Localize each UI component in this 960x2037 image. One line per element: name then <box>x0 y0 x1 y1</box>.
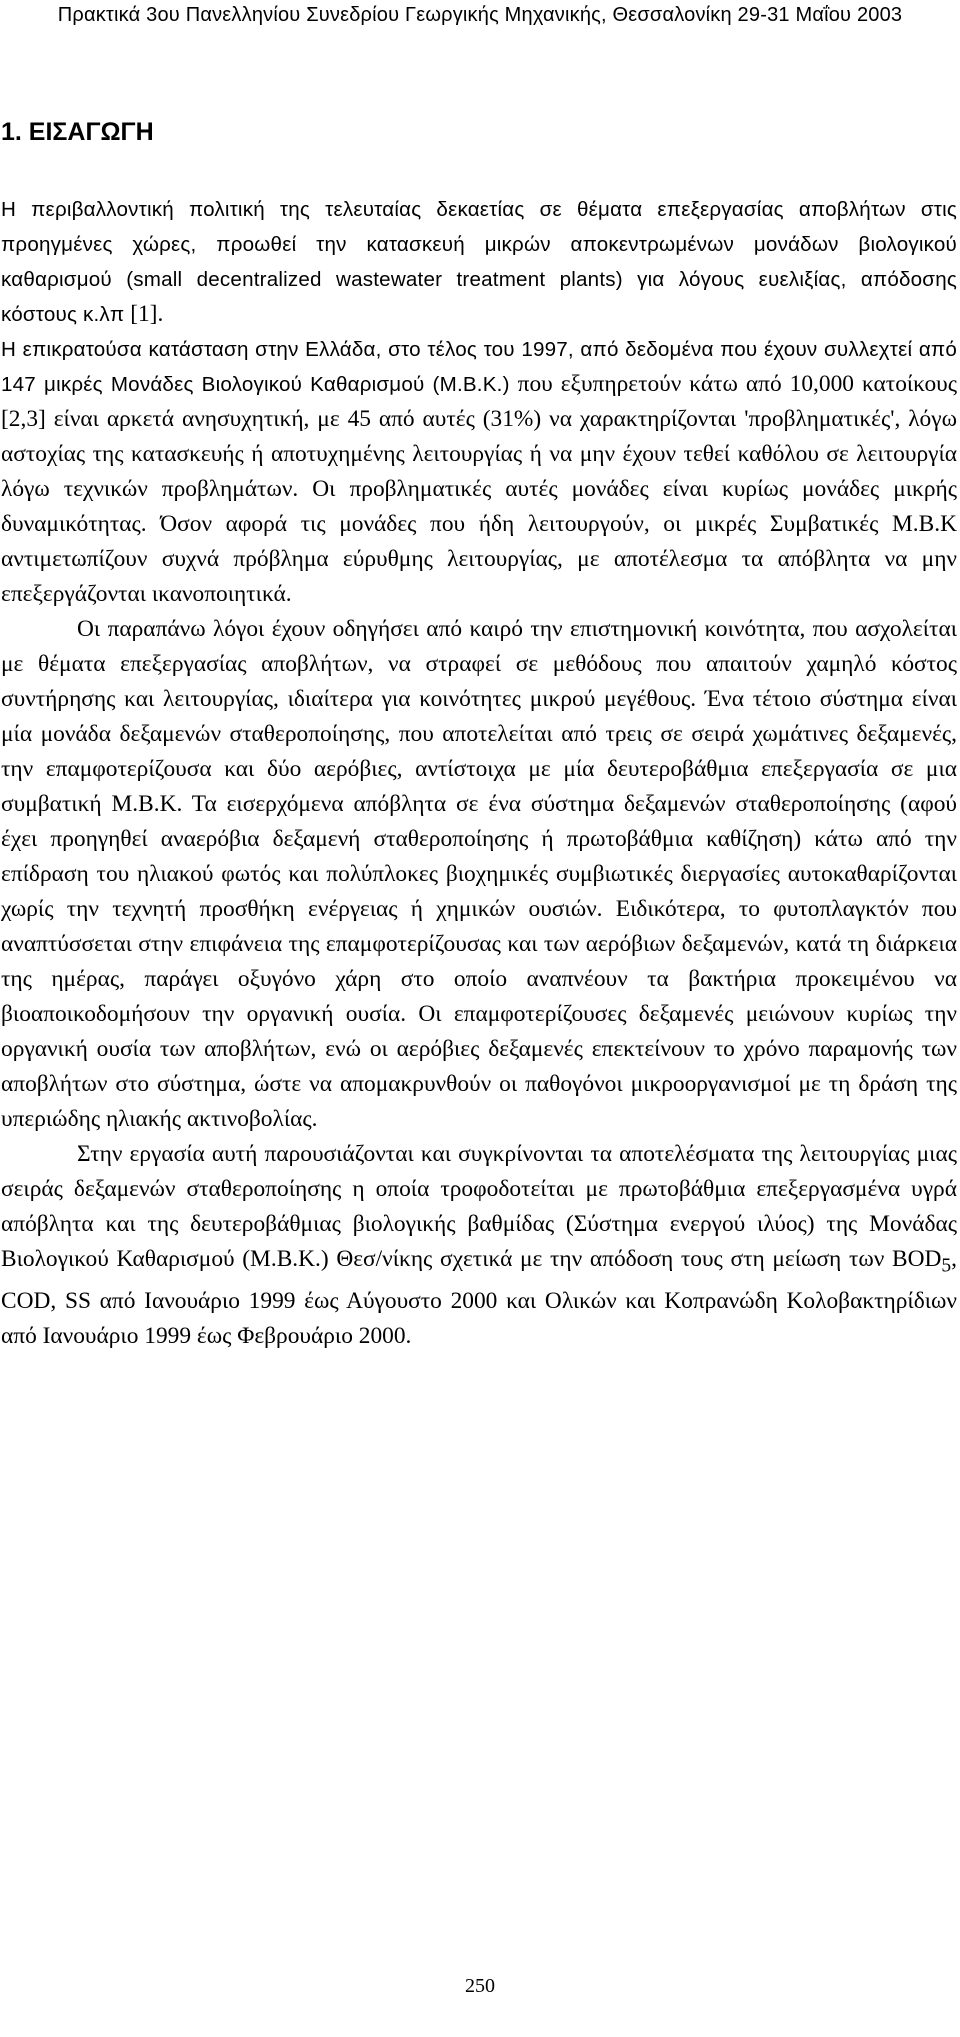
paragraph-4-text-b: , COD, SS από Ιανουάριο 1999 έως Αύγουστο 2000 και Ολικών και Κοπρανώδη Κολοβακτηρίδιων από Ιανουάριο 1999 έως Φεβρουάριο 2000. <box>1 1246 957 1349</box>
paragraph-2 <box>1 332 957 612</box>
paragraph-4 <box>1 1137 957 1354</box>
paragraph-2-text: που εξυπηρετούν κάτω από 10,000 κατοίκους [2,3] είναι αρκετά ανησυχητική, με 45 από αυτές (31%) να χαρακτηρίζονται 'προβληματικές', λόγω αστοχίας της κατασκευής ή αποτυχημένης λειτουργίας ή να μην έχουν τεθεί καθόλου σε λειτουργία λόγω τεχνικών προβλημάτων. Οι προβληματικές αυτές μονάδες είναι κυρίως μονάδες μικρής δυναμικότητας. Όσον αφορά τις μονάδες που ήδη λειτουργούν, οι μικρές Συμβατικές Μ.Β.Κ αντιμετωπίζουν συχνά πρόβλημα εύρυθμης λειτουργίας, με αποτέλεσμα τα απόβλητα να μην επεξεργάζονται ικανοποιητικά. <box>1 371 957 607</box>
page-number: 250 <box>465 1975 495 1997</box>
running-header: Πρακτικά 3ου Πανελληνίου Συνεδρίου Γεωργικής Μηχανικής, Θεσσαλονίκη 29-31 Μαΐου 2003 <box>57 4 903 26</box>
paragraph-4-text-a: Στην εργασία αυτή παρουσιάζονται και συγκρίνονται τα αποτελέσματα της λειτουργίας μιας σειράς δεξαμενών σταθεροποίησης η οποία τροφοδοτείται με πρωτοβάθμια επεξεργασμένα υγρά απόβλητα και της δευτεροβάθμιας βιολογικής βαθμίδας (Σύστημα ενεργού ιλύος) της Μονάδας Βιολογικού Καθαρισμού (Μ.Β.Κ.) Θεσ/νίκης σχετικά με την απόδοση τους στη μείωση των BOD <box>1 1141 957 1272</box>
paragraph-1 <box>1 192 957 332</box>
body-text <box>1 192 957 1354</box>
bod-subscript: 5 <box>941 1255 952 1277</box>
section-heading: 1. ΕΙΣΑΓΩΓΗ <box>1 118 154 146</box>
paragraph-1-text: Η περιβαλλοντική πολιτική της τελευταίας δεκαετίας σε θέματα επεξεργασίας αποβλήτων στις προηγμένες χώρες, προωθεί την κατασκευή μικρών αποκεντρωμένων μονάδων βιολογικού καθαρισμού (small decentralized wastewater treatment plants) για λόγους ευελιξίας, απόδοσης κόστους κ.λπ <box>1 198 957 326</box>
paragraph-1-reference: [1]. <box>124 301 164 327</box>
paragraph-2-lead-text: Η επικρατούσα κατάσταση στην Ελλάδα, στο τέλος του 1997, από δεδομένα που έχουν συλλεχτεί από 147 μικρές Μονάδες Βιολογικού Καθαρισμού (Μ.Β.Κ.) <box>1 338 957 396</box>
paragraph-3: Οι παραπάνω λόγοι έχουν οδηγήσει από καιρό την επιστημονική κοινότητα, που ασχολείται με θέματα επεξεργασίας αποβλήτων, να στραφεί σε μεθόδους που απαιτούν χαμηλό κόστος συντήρησης και λειτουργίας, ιδιαίτερα για κοινότητες μικρού μεγέθους. Ένα τέτοιο σύστημα είναι μία μονάδα δεξαμενών σταθεροποίησης, που αποτελείται από τρεις σε σειρά χωμάτινες δεξαμενές, την επαμφοτερίζουσα και δύο αερόβιες, αντίστοιχα με μία δευτεροβάθμια επεξεργασία σε μια συμβατική Μ.Β.Κ. Τα εισερχόμενα απόβλητα σε ένα σύστημα δεξαμενών σταθεροποίησης (αφού έχει προηγηθεί αναερόβια δεξαμενή σταθεροποίησης ή πρωτοβάθμια καθίζηση) κάτω από την επίδραση του ηλιακού φωτός και πολύπλοκες βιοχημικές συμβιωτικές διεργασίες αυτοκαθαρίζονται χωρίς την τεχνητή προσθήκη ενέργειας ή χημικών ουσιών. Ειδικότερα, το φυτοπλαγκτόν που αναπτύσσεται στην επιφάνεια της επαμφοτερίζουσας και των αερόβιων δεξαμενών, κατά τη διάρκεια της ημέρας, παράγει οξυγόνο χάρη στο οποίο αναπνέουν τα βακτήρια προκειμένου να βιοαποικοδομήσουν την οργανική ουσία. Οι επαμφοτερίζουσες δεξαμενές μειώνουν κυρίως την οργανική ουσία των αποβλήτων, ενώ οι αερόβιες δεξαμενές επεκτείνουν το χρόνο παραμονής των αποβλήτων στο σύστημα, ώστε να απομακρυνθούν οι παθογόνοι μικροοργανισμοί με τη δράση της υπεριώδης ηλιακής ακτινοβολίας. <box>1 616 957 1132</box>
